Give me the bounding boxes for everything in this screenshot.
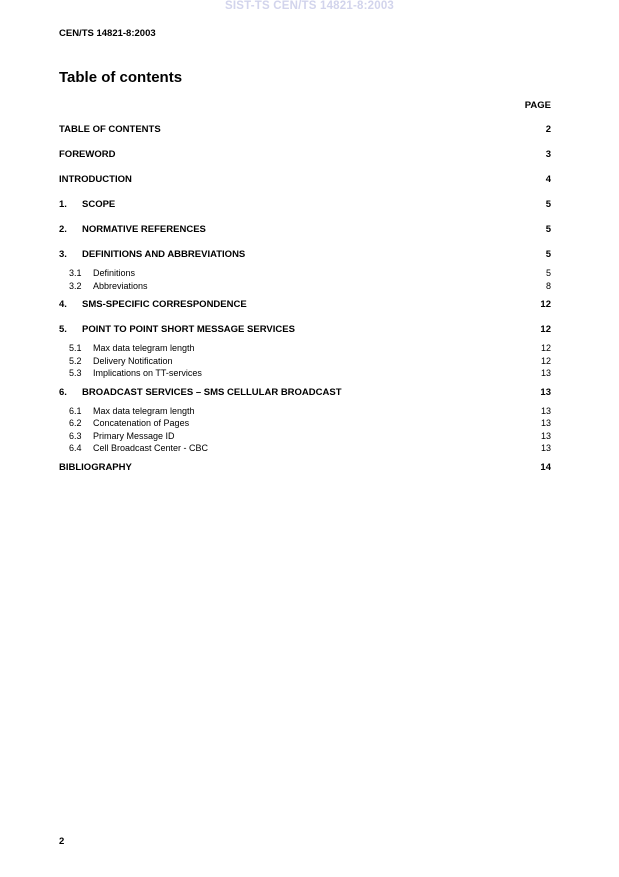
toc-subentry-title: Cell Broadcast Center - CBC	[93, 443, 209, 453]
toc-subentry[interactable]	[59, 443, 551, 456]
toc-entry-title: POINT TO POINT SHORT MESSAGE SERVICES	[82, 324, 295, 335]
toc-entry-page: 4	[545, 174, 551, 185]
toc-subentry-number: 6.3	[69, 430, 82, 441]
toc-subentry-title: Max data telegram length	[93, 405, 195, 416]
toc-subentry-page: 8	[545, 280, 551, 291]
toc-entry-number: 3.	[59, 249, 67, 260]
toc-subentry[interactable]	[59, 281, 551, 294]
toc-subentry-title: Max data telegram length	[93, 343, 195, 353]
toc-subentry-number: 3.2	[69, 280, 82, 291]
toc-entry-label	[59, 387, 342, 398]
toc-entry[interactable]	[59, 124, 551, 137]
toc-entry[interactable]	[59, 149, 551, 162]
toc-entry-label	[59, 149, 115, 160]
toc-subentry-number: 3.1	[69, 268, 82, 278]
toc-subentry-number: 5.1	[69, 343, 82, 353]
document-id: CEN/TS 14821-8:2003	[59, 28, 156, 39]
toc-entry-page: 3	[545, 149, 551, 160]
toc-subentry-label	[69, 418, 189, 428]
toc-subentry[interactable]	[59, 356, 551, 369]
toc-subentry[interactable]	[59, 431, 551, 444]
toc-subentry-label	[69, 443, 208, 453]
toc-entry-page: 12	[540, 299, 551, 310]
footer-page-number: 2	[59, 836, 65, 847]
toc-subentry-label	[69, 431, 175, 441]
toc-entry-page: 13	[540, 386, 551, 398]
toc-entry-label	[59, 224, 206, 235]
toc-entry-number: 6.	[59, 386, 67, 398]
toc-subentry-number: 5.2	[69, 355, 82, 366]
toc-subentry-title: Definitions	[93, 268, 136, 278]
toc-subentry-label	[69, 406, 195, 416]
toc-subentry-number: 6.4	[69, 443, 82, 453]
page-title: Table of contents	[59, 69, 183, 86]
toc-subentry-page: 13	[540, 405, 551, 416]
toc-subentry-title: Abbreviations	[93, 280, 148, 291]
toc-subentry-title: Delivery Notification	[93, 355, 173, 366]
toc-entry-label	[59, 124, 161, 135]
toc-entry[interactable]	[59, 199, 551, 212]
toc-subentry[interactable]	[59, 268, 551, 281]
toc-entry-label	[59, 299, 247, 310]
toc-entry[interactable]	[59, 387, 551, 400]
toc-subentry-page: 12	[540, 355, 551, 366]
toc-subsection-list	[59, 406, 551, 456]
toc-entry-label	[59, 249, 245, 260]
toc-entry-page: 12	[540, 324, 551, 335]
toc-subsection-list	[59, 268, 551, 293]
toc-entry-title: SMS-SPECIFIC CORRESPONDENCE	[82, 299, 247, 310]
toc-entry-number: 5.	[59, 324, 67, 335]
toc-entry[interactable]	[59, 299, 551, 312]
toc-subentry-label	[69, 268, 135, 278]
toc-entry-title: INTRODUCTION	[59, 174, 132, 185]
toc-entry-title: BIBLIOGRAPHY	[59, 461, 132, 473]
table-of-contents	[59, 124, 551, 487]
toc-entry-page: 2	[545, 124, 551, 135]
toc-subentry[interactable]	[59, 368, 551, 381]
toc-subentry-label	[69, 281, 148, 291]
watermark: SIST-TS CEN/TS 14821-8:2003	[224, 0, 395, 12]
toc-entry-page: 14	[540, 461, 551, 473]
toc-entry-title: FOREWORD	[59, 149, 116, 160]
toc-subentry-page: 5	[545, 268, 551, 278]
toc-entry-label	[59, 199, 115, 210]
toc-subentry[interactable]	[59, 406, 551, 419]
toc-entry-page: 5	[545, 199, 551, 210]
toc-subentry[interactable]	[59, 343, 551, 356]
toc-subentry[interactable]	[59, 418, 551, 431]
toc-subentry-page: 13	[540, 418, 551, 428]
toc-entry-title: BROADCAST SERVICES – SMS CELLULAR BROADCAST	[82, 386, 342, 398]
toc-subentry-number: 5.3	[69, 368, 82, 378]
toc-entry-label	[59, 462, 132, 473]
toc-subentry-page: 13	[540, 430, 551, 441]
toc-entry-title: DEFINITIONS AND ABBREVIATIONS	[82, 249, 246, 260]
toc-subentry-title: Primary Message ID	[93, 430, 175, 441]
toc-entry-page: 5	[545, 249, 551, 260]
toc-subentry-page: 12	[540, 343, 551, 353]
toc-subentry-page: 13	[540, 368, 551, 378]
toc-entry[interactable]	[59, 249, 551, 262]
toc-subentry-label	[69, 343, 195, 353]
toc-entry-title: TABLE OF CONTENTS	[59, 124, 161, 135]
toc-subsection-list	[59, 343, 551, 381]
toc-entry[interactable]	[59, 224, 551, 237]
toc-entry-label	[59, 174, 132, 185]
toc-subentry-label	[69, 356, 173, 366]
toc-entry[interactable]	[59, 174, 551, 187]
toc-subentry-number: 6.1	[69, 405, 82, 416]
toc-subentry-page: 13	[540, 443, 551, 453]
toc-entry-number: 1.	[59, 199, 67, 210]
toc-entry[interactable]	[59, 462, 551, 475]
toc-entry-number: 2.	[59, 224, 67, 235]
toc-entry-label	[59, 324, 295, 335]
toc-entry-title: NORMATIVE REFERENCES	[82, 224, 206, 235]
toc-entry-number: 4.	[59, 299, 67, 310]
toc-entry[interactable]	[59, 324, 551, 337]
toc-subentry-title: Concatenation of Pages	[93, 418, 190, 428]
toc-subentry-number: 6.2	[69, 418, 82, 428]
page-column-header: PAGE	[524, 100, 551, 111]
toc-subentry-label	[69, 368, 202, 378]
toc-subentry-title: Implications on TT-services	[93, 368, 202, 378]
toc-entry-title: SCOPE	[82, 199, 116, 210]
toc-entry-page: 5	[545, 224, 551, 235]
